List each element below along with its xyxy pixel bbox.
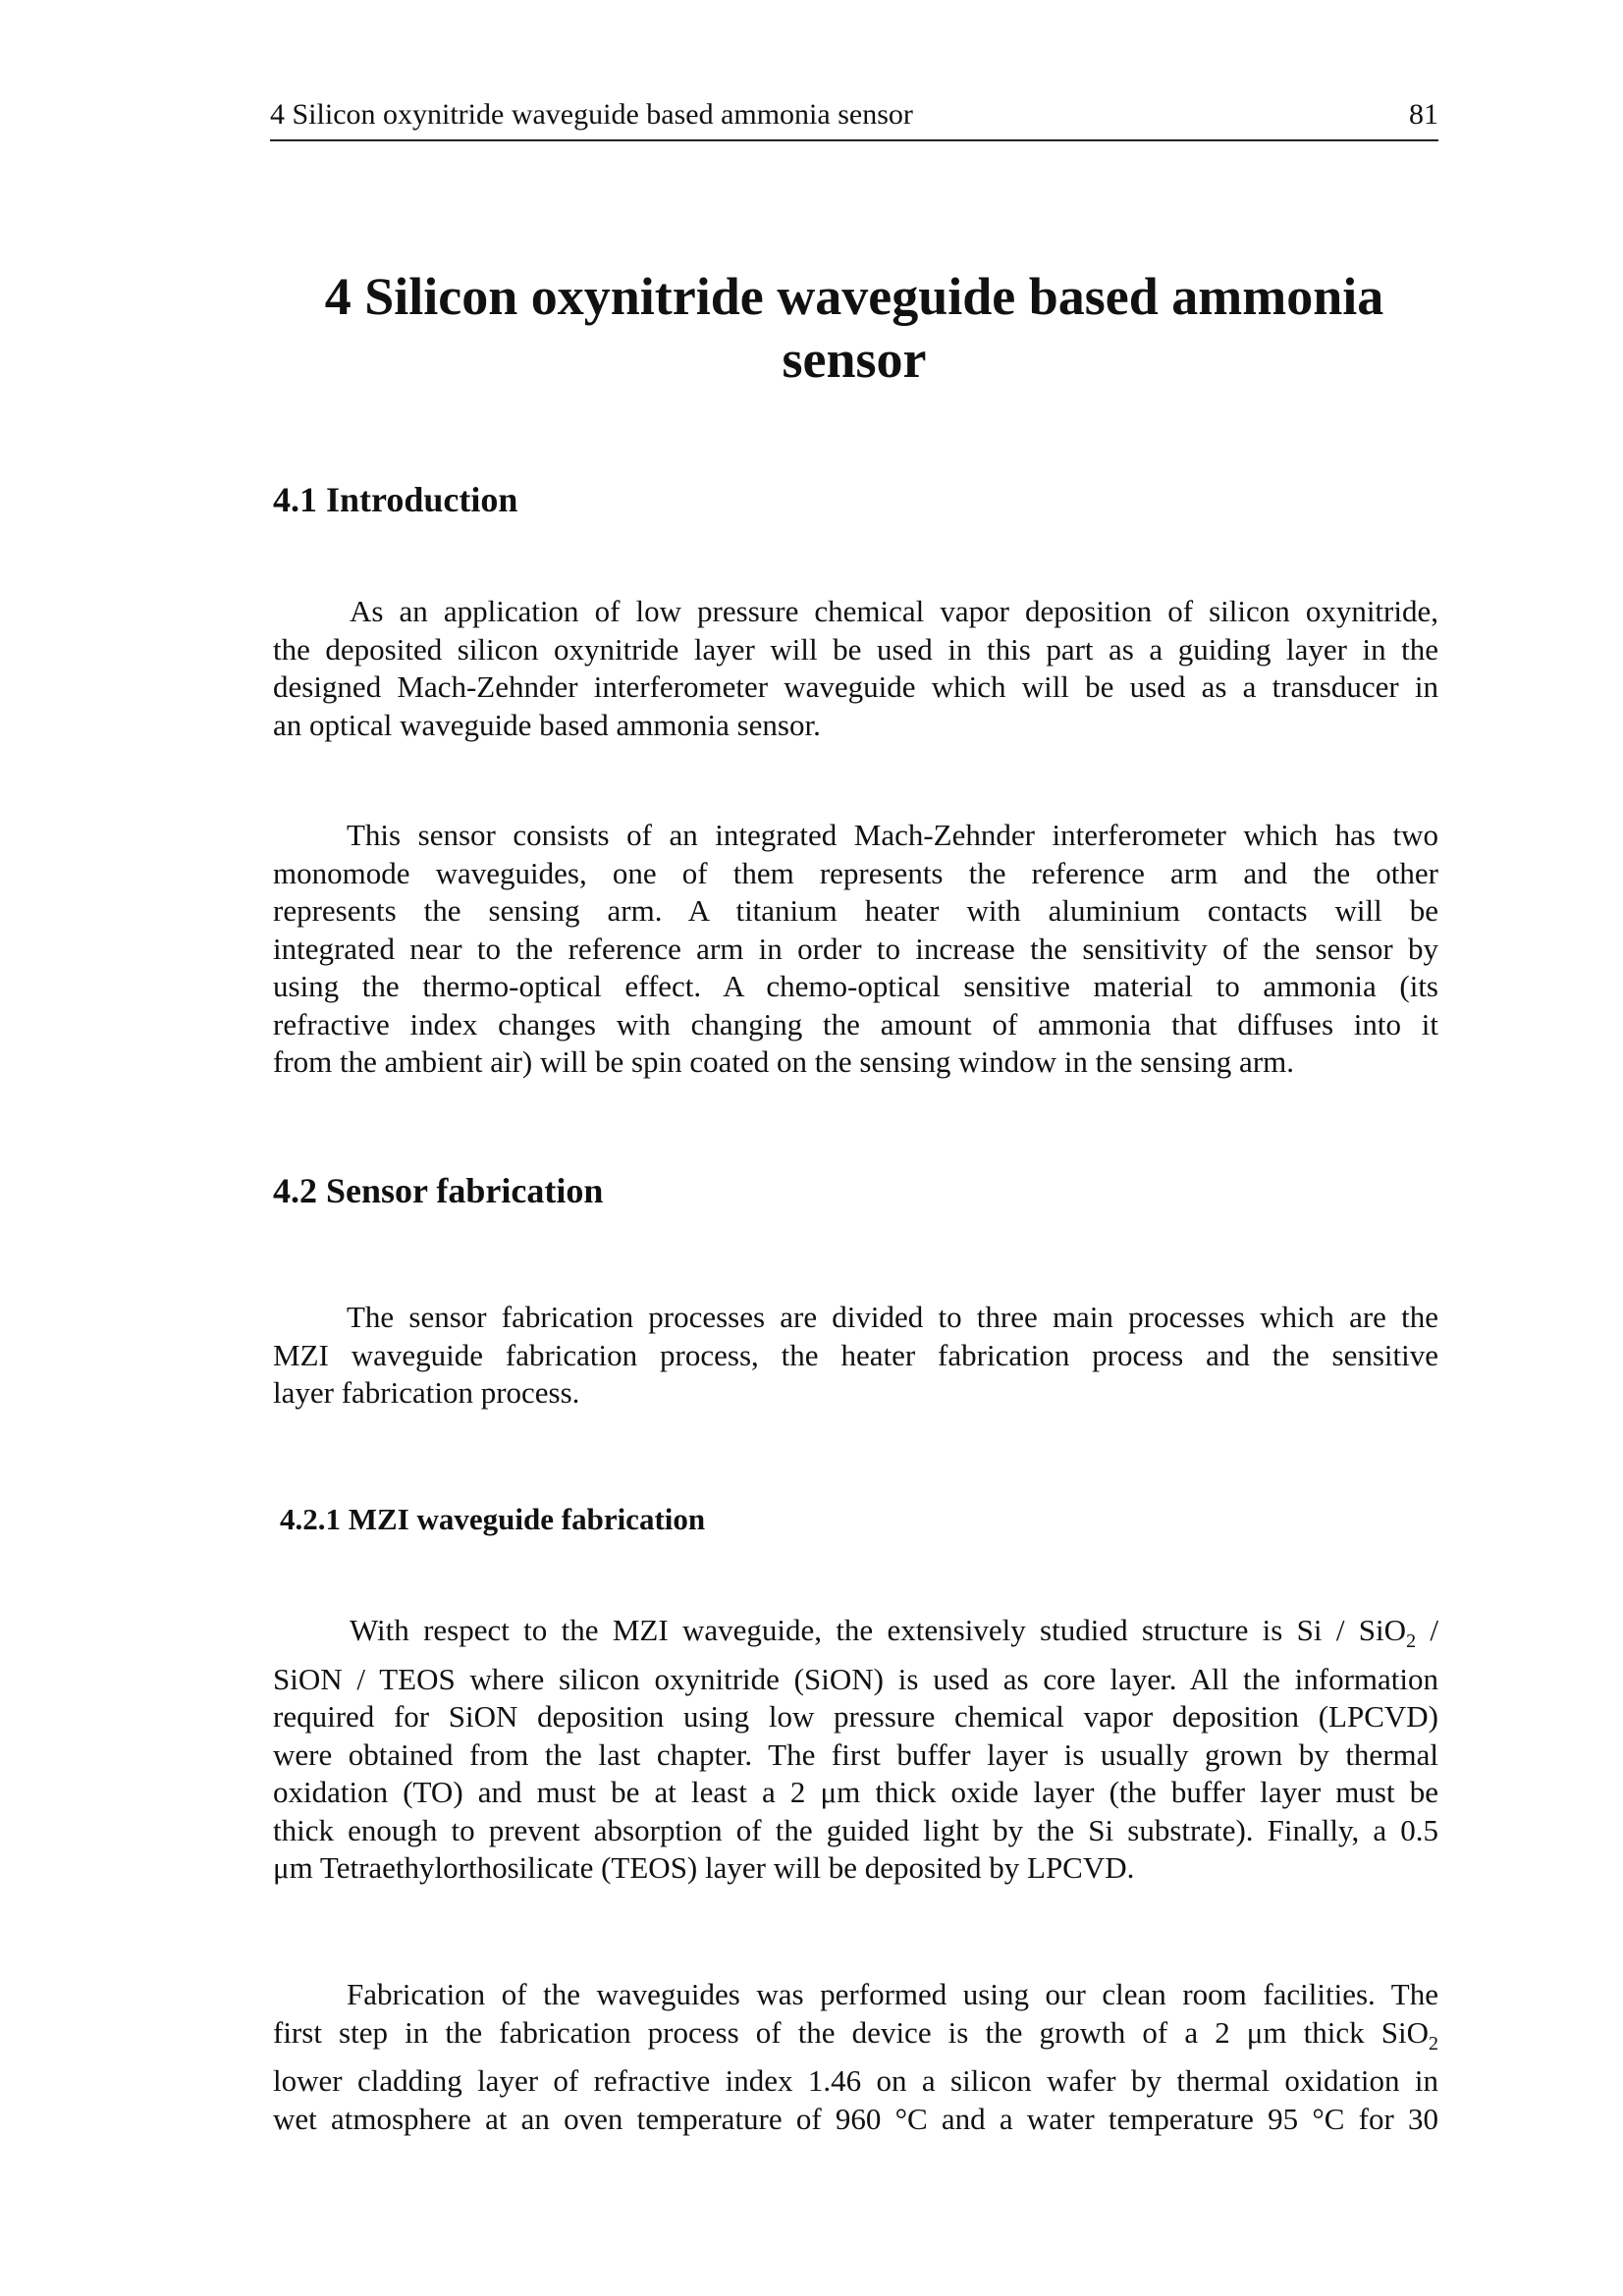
paragraph-sensor-fabrication <box>273 1299 1438 1413</box>
running-header-title: 4 Silicon oxynitride waveguide based ammonia sensor <box>270 98 913 131</box>
text-line <box>273 2014 1438 2063</box>
text-line: MZI waveguide fabrication process, the heater fabrication process and the sensitive <box>273 1337 1438 1372</box>
subscript: 2 <box>1406 1630 1417 1653</box>
paragraph-waveguide-fabrication <box>273 1976 1438 2138</box>
text-line: Fabrication of the waveguides was performed using our clean room facilities. The <box>347 1977 1438 2011</box>
text-line: the deposited silicon oxynitride layer will be used in this part as a guiding layer in the <box>273 631 1438 667</box>
chapter-title-line-2: sensor <box>782 330 927 389</box>
chapter-title-line-1: 4 Silicon oxynitride waveguide based ammonia <box>324 267 1384 326</box>
text-line: were obtained from the last chapter. The first buffer layer is usually grown by thermal <box>273 1736 1438 1772</box>
text-line: layer fabrication process. <box>273 1375 580 1410</box>
section-heading-introduction: 4.1 Introduction <box>273 480 518 519</box>
chapter-title <box>270 265 1438 391</box>
subscript: 2 <box>1429 2032 1438 2055</box>
section-heading-sensor-fabrication: 4.2 Sensor fabrication <box>273 1171 604 1210</box>
paragraph-introduction-2 <box>273 817 1438 1082</box>
text-fragment: / <box>1416 1613 1439 1647</box>
paragraph-introduction-1 <box>273 593 1438 744</box>
text-line: SiON / TEOS where silicon oxynitride (SiON) is used as core layer. All the information <box>273 1661 1438 1696</box>
page-number: 81 <box>1409 98 1438 131</box>
text-line: monomode waveguides, one of them represents the reference arm and the other <box>273 855 1438 890</box>
text-line: from the ambient air) will be spin coated on the sensing window in the sensing arm. <box>273 1044 1294 1079</box>
text-line: thick enough to prevent absorption of the guided light by the Si substrate). Finally, a 0.5 <box>273 1812 1438 1847</box>
text-line: lower cladding layer of refractive index 1.46 on a silicon wafer by thermal oxidation in <box>273 2063 1438 2099</box>
text-line: required for SiON deposition using low pressure chemical vapor deposition (LPCVD) <box>273 1699 1438 1735</box>
text-line: wet atmosphere at an oven temperature of 960 °C and a water temperature 95 °C for 30 <box>273 2101 1438 2136</box>
text-line: represents the sensing arm. A titanium heater with aluminium contacts will be <box>273 893 1438 928</box>
text-fragment: With respect to the MZI waveguide, the extensively studied structure is Si / SiO <box>350 1613 1407 1647</box>
text-line: μm Tetraethylorthosilicate (TEOS) layer will be deposited by LPCVD. <box>273 1850 1135 1886</box>
text-line: an optical waveguide based ammonia sensor. <box>273 707 821 742</box>
text-line: integrated near to the reference arm in order to increase the sensitivity of the sensor by <box>273 931 1438 966</box>
text-line: designed Mach-Zehnder interferometer waveguide which will be used as a transducer in <box>273 669 1438 704</box>
text-fragment: first step in the fabrication process of the device is the growth of a 2 μm thick SiO <box>273 2014 1429 2050</box>
running-header <box>270 94 1438 141</box>
text-line: This sensor consists of an integrated Mach-Zehnder interferometer which has two <box>347 818 1438 852</box>
text-line <box>273 1612 1438 1661</box>
text-line: using the thermo-optical effect. A chemo-optical sensitive material to ammonia (its <box>273 969 1438 1003</box>
text-line: refractive index changes with changing the amount of ammonia that diffuses into it <box>273 1006 1438 1041</box>
paragraph-mzi-structure <box>273 1612 1438 1888</box>
text-line: As an application of low pressure chemical vapor deposition of silicon oxynitride, <box>350 594 1438 628</box>
text-line: The sensor fabrication processes are divided to three main processes which are the <box>347 1300 1438 1334</box>
subsection-heading-mzi-waveguide-fabrication: 4.2.1 MZI waveguide fabrication <box>280 1502 706 1536</box>
text-line: oxidation (TO) and must be at least a 2 μm thick oxide layer (the buffer layer must be <box>273 1775 1438 1810</box>
